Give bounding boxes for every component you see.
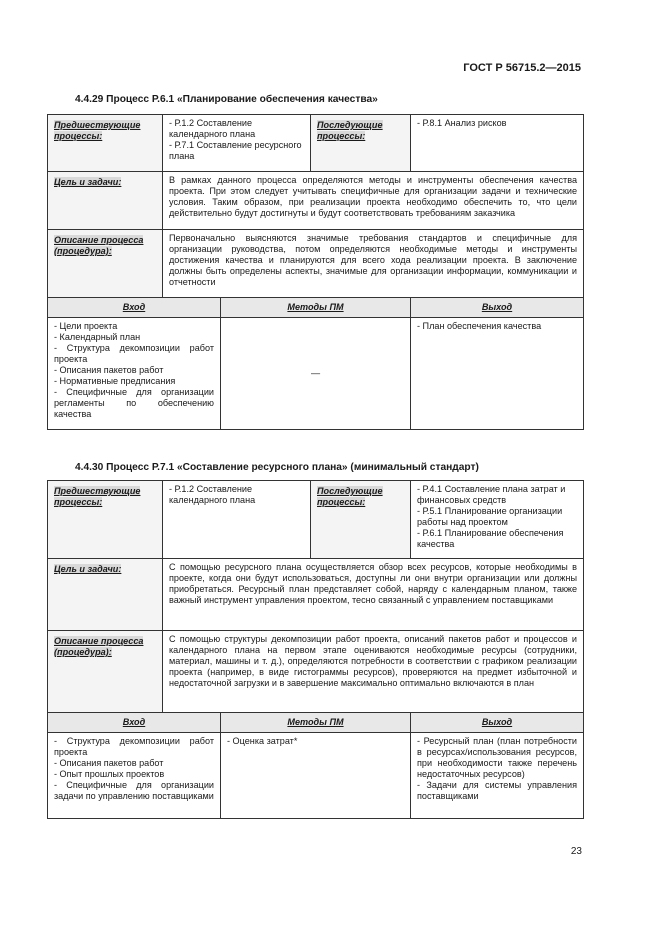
goal-text: В рамках данного процесса определяются методы и инструменты обеспечения качества проекта. При этом следует учитывать специфичные для организации задачи и технические условия. Таким образом, при реализации проекта необходимо обеспечить то, что цели действительно будут достигнуты и будут соответствовать требованиям заказчика — [163, 172, 584, 230]
list-item: - Структура декомпозиции работ проекта — [54, 343, 214, 364]
output-header: Выход — [411, 298, 584, 318]
predecessors-value — [163, 115, 311, 172]
description-text: С помощью структуры декомпозиции работ проекта, описаний пакетов работ и процессов и календарного плана на первом этапе оцениваются необходимые ресурсы (сотрудники, материал, машины и т. д.), определяются потребности в соответствии с графиком реализации проекта (например, в виде гистограммы ресурсов), проверяются на предмет избыточной и недостаточной загрузки и в завершение максимально оптимально включаются в план — [163, 631, 584, 713]
methods-header: Методы ПМ — [221, 713, 411, 733]
methods-cell: - Оценка затрат* — [221, 733, 411, 819]
list-item: - Р.6.1 Планирование обеспечения качества — [417, 528, 564, 549]
list-item: - Задачи для системы управления поставщиками — [417, 780, 578, 801]
inputs-cell — [48, 733, 221, 819]
description-label-cell — [48, 230, 163, 298]
list-item: - Специфичные для организации регламенты по обеспечению качества — [54, 387, 214, 419]
process-table-p61 — [47, 114, 584, 430]
goal-text: С помощью ресурсного плана осуществляется обзор всех ресурсов, которые необходимы в проекте, когда они будут использоваться, доступны ли они внутри организации или должны приобретаться. Ресурсный план представляет собой, наряду с календарным планом, также важный инструмент управления проектом, тесно связанный с управлением поставщиками — [163, 559, 584, 631]
outputs-cell — [411, 733, 584, 819]
goal-label: Цель и задачи: — [54, 564, 122, 574]
output-header: Выход — [411, 713, 584, 733]
successors-label-cell — [311, 481, 411, 559]
list-item: - Опыт прошлых проектов — [54, 769, 165, 779]
input-header: Вход — [48, 713, 221, 733]
list-item: - Р.4.1 Составление плана затрат и финансовых средств — [417, 484, 566, 505]
list-item: - План обеспечения качества — [417, 321, 542, 331]
list-item: - Р.1.2 Составление календарного плана — [169, 484, 256, 505]
section-title-4-4-30: 4.4.30 Процесс Р.7.1 «Составление ресурсного плана» (минимальный стандарт) — [75, 462, 479, 473]
description-label: Описание процесса (процедура): — [54, 235, 144, 256]
goal-label: Цель и задачи: — [54, 177, 122, 187]
successors-label: Последующие процессы: — [317, 120, 383, 141]
successors-value — [411, 481, 584, 559]
outputs-cell — [411, 318, 584, 430]
list-item: - Описания пакетов работ — [54, 758, 164, 768]
goal-label-cell — [48, 559, 163, 631]
list-item: - Нормативные предписания — [54, 376, 176, 386]
list-item: - Р.5.1 Планирование организации работы над проектом — [417, 506, 563, 527]
description-label-cell — [48, 631, 163, 713]
list-item: - Р.1.2 Составление календарного плана — [169, 118, 256, 139]
list-item: - Р.7.1 Составление ресурсного плана — [169, 140, 302, 161]
list-item: - Р.8.1 Анализ рисков — [417, 118, 507, 128]
methods-header: Методы ПМ — [221, 298, 411, 318]
goal-label-cell — [48, 172, 163, 230]
input-header: Вход — [48, 298, 221, 318]
list-item: - Специфичные для организации задачи по управлению поставщиками — [54, 780, 214, 801]
methods-cell: — — [221, 318, 411, 430]
successors-label: Последующие процессы: — [317, 486, 383, 507]
process-table-p71 — [47, 480, 584, 819]
predecessors-label: Предшествующие процессы: — [54, 120, 141, 141]
successors-label-cell — [311, 115, 411, 172]
predecessors-label-cell — [48, 115, 163, 172]
list-item: - Календарный план — [54, 332, 141, 342]
predecessors-label: Предшествующие процессы: — [54, 486, 141, 507]
successors-value — [411, 115, 584, 172]
predecessors-label-cell — [48, 481, 163, 559]
description-label: Описание процесса (процедура): — [54, 636, 144, 657]
description-text: Первоначально выясняются значимые требования стандартов и специфичные для организации руководства, потом определяются необходимые методы и инструменты достижения качества и планируются для всего хода реализации проекта. В заключение должны быть определены аспекты, значимые для организации информации, коммуникации и отчетности — [163, 230, 584, 298]
page-number: 23 — [570, 846, 582, 857]
list-item: - Цели проекта — [54, 321, 118, 331]
inputs-cell — [48, 318, 221, 430]
list-item: - Структура декомпозиции работ проекта — [54, 736, 214, 757]
section-title-4-4-29: 4.4.29 Процесс Р.6.1 «Планирование обеспечения качества» — [75, 94, 378, 105]
list-item: - Описания пакетов работ — [54, 365, 164, 375]
standard-number: ГОСТ Р 56715.2—2015 — [463, 62, 581, 74]
list-item: - Ресурсный план (план потребности в ресурсах/использования ресурсов, при необходимости также перечень недостаточных ресурсов) — [417, 736, 578, 779]
predecessors-value — [163, 481, 311, 559]
